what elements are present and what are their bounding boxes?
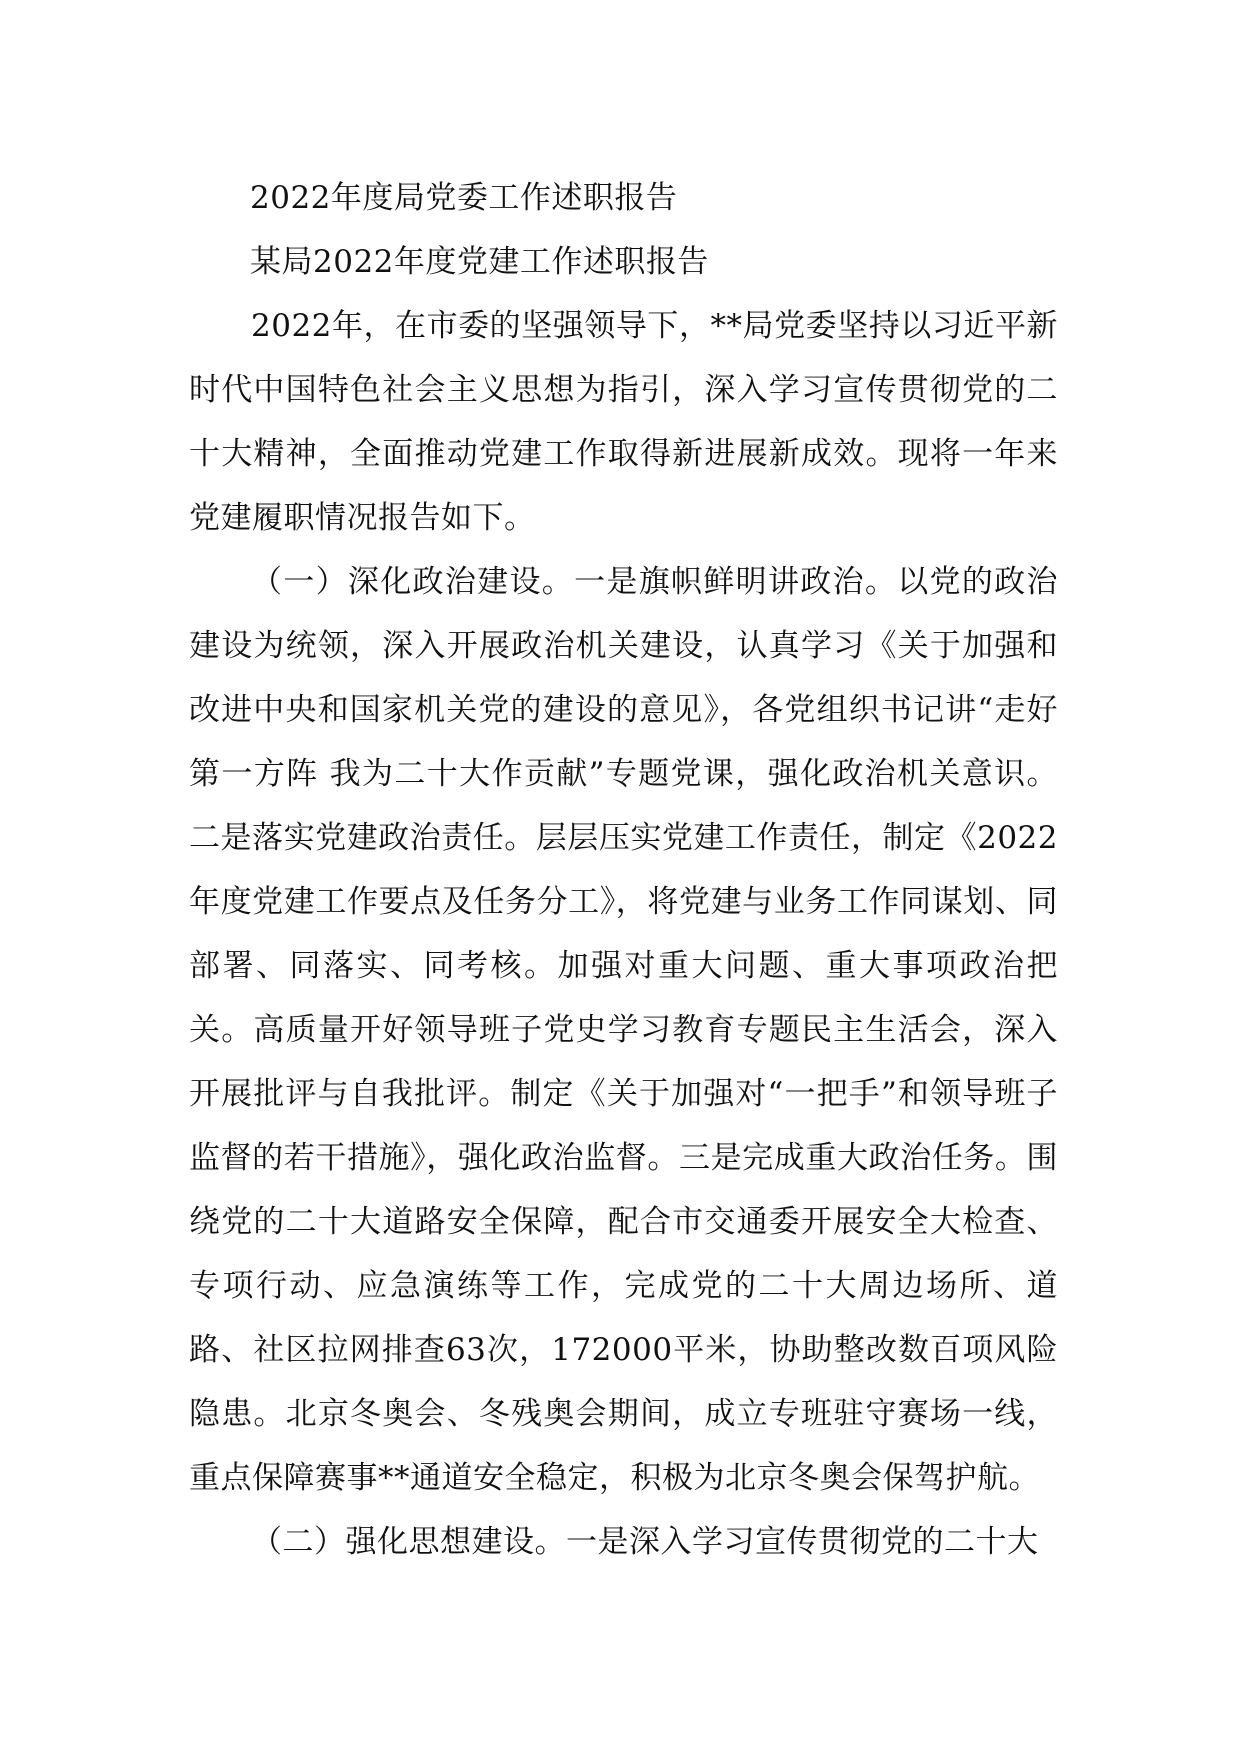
paragraph-ideological-building: （二）强化思想建设。一是深入学习宣传贯彻党的二十大	[251, 1524, 1039, 1560]
paragraph-political-building: （一）深化政治建设。一是旗帜鲜明讲政治。以党的政治建设为统领，深入开展政治机关建设，认真学习《关于加强和改进中央和国家机关党的建设的意见》，各党组织书记讲“走好第一方阵 我为二十大作贡献”专题党课，强化政治机关意识。二是落实党建政治责任。层层压实党建工作责任，制定《2022年度党建工作要点及任务分工》，将党建与业务工作同谋划、同部署、同落实、同考核。加强对重大问题、重大事项政治把关。高质量开好领导班子党史学习教育专题民主生活会，深入开展批评与自我批评。制定《关于加强对“一把手”和领导班子监督的若干措施》，强化政治监督。三是完成重大政治任务。围绕党的二十大道路安全保障，配合市交通委开展安全大检查、专项行动、应急演练等工作，完成党的二十大周边场所、道路、社区拉网排查63次，172000平米，协助整改数百项风险隐患。北京冬奥会、冬残奥会期间，成立专班驻守赛场一线，重点保障赛事**通道安全稳定，积极为北京冬奥会保驾护航。	[189, 564, 1058, 1496]
document-title: 2022年度局党委工作述职报告	[250, 180, 678, 216]
paragraph-intro: 2022年，在市委的坚强领导下，**局党委坚持以习近平新时代中国特色社会主义思想为指引，深入学习宣传贯彻党的二十大精神，全面推动党建工作取得新进展新成效。现将一年来党建履职情况报告如下。	[189, 308, 1058, 536]
document-body	[189, 294, 1058, 1574]
document-subtitle: 某局2022年度党建工作述职报告	[250, 244, 709, 280]
